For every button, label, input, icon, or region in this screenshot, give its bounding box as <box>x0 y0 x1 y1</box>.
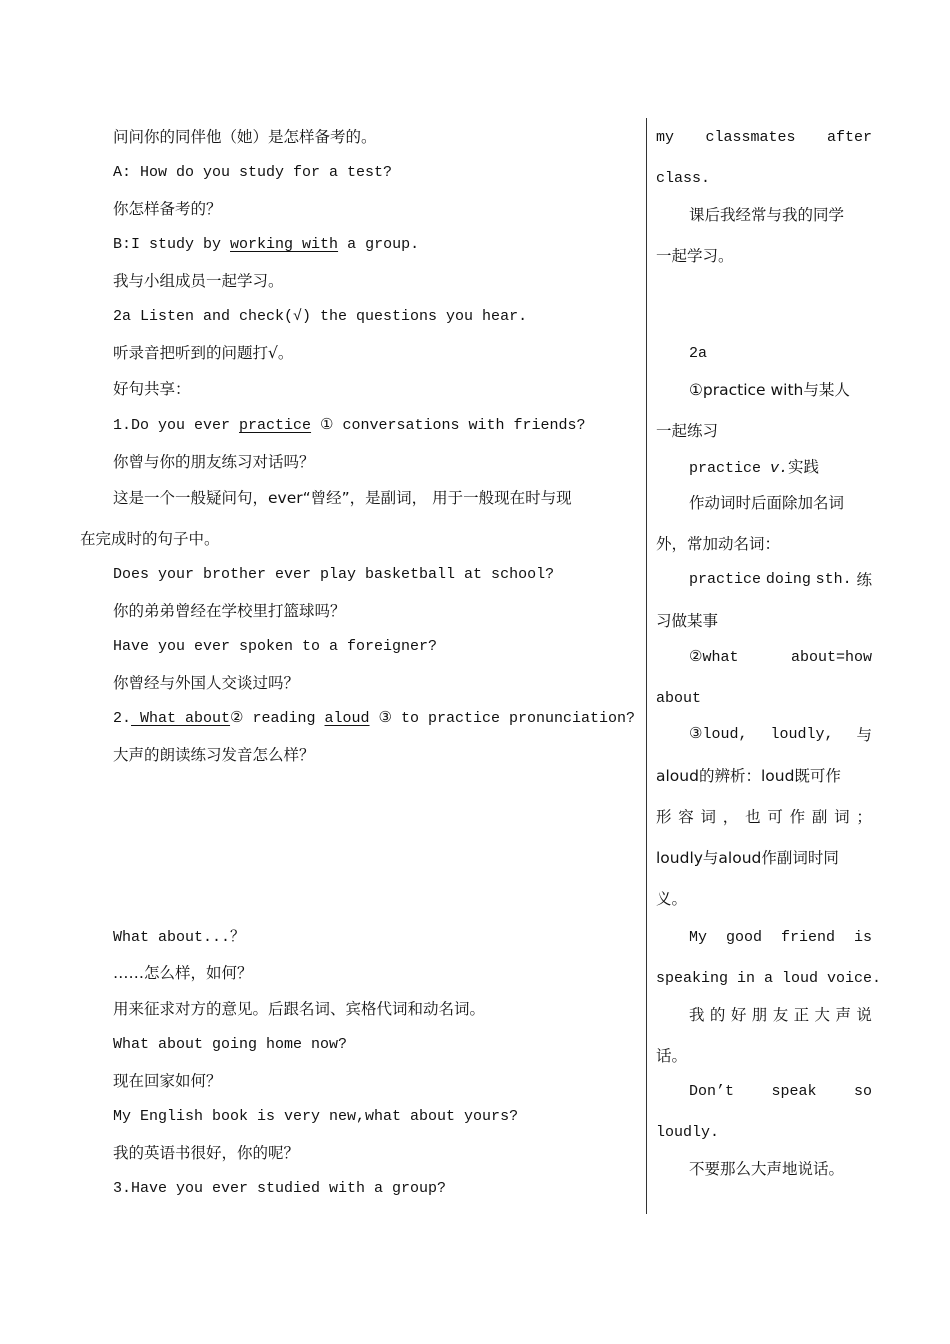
char: 声 <box>835 1006 851 1024</box>
word: practice <box>689 571 762 588</box>
word: my <box>656 129 675 146</box>
text-line <box>656 128 872 148</box>
text-segment: 1.Do you ever <box>113 417 240 434</box>
text-line: 习做某事 <box>656 612 719 630</box>
word: ③loud, <box>689 726 748 743</box>
underlined-phrase: aloud <box>324 710 370 727</box>
text-line: 3.Have you ever studied with a group? <box>113 1180 447 1197</box>
text-line: 在完成时的句子中。 <box>80 530 220 548</box>
text-line: loudly. <box>656 1124 720 1141</box>
text-line: My English book is very new,what about yours? <box>113 1108 519 1125</box>
section-heading: 2a <box>689 345 708 362</box>
text-line: What about...？ <box>113 929 246 946</box>
char: 容 <box>678 808 694 826</box>
char: 形 <box>656 808 672 826</box>
underlined-phrase: practice <box>239 417 312 434</box>
underlined-phrase: working with <box>230 236 339 253</box>
word: doing <box>765 571 811 588</box>
text-line: 义。 <box>656 890 688 908</box>
char: 的 <box>709 1006 726 1024</box>
text-line <box>689 648 872 668</box>
word: 与 <box>856 726 872 744</box>
char: ， <box>722 808 739 826</box>
text-segment: ② reading <box>230 710 325 727</box>
word: is <box>853 929 872 946</box>
text-line: A: How do you study for a test? <box>113 164 393 181</box>
text-line: ……怎么样，如何？ <box>113 964 253 982</box>
word: after <box>826 129 872 146</box>
text-line: 外，常加动名词： <box>656 535 781 553</box>
text-line: 作动词时后面除加名词 <box>689 494 845 512</box>
text-line: Does your brother ever play basketball at school? <box>113 566 555 583</box>
text-line: aloud的辨析：loud既可作 <box>656 767 841 785</box>
text-segment: B:I study by <box>113 236 231 253</box>
column-divider <box>646 118 647 1214</box>
text-line <box>656 807 872 827</box>
text-line <box>689 1082 872 1102</box>
text-line: 问问你的同伴他（她）是怎样备考的。 <box>113 128 377 146</box>
text-segment: practice <box>689 460 771 477</box>
text-line: Have you ever spoken to a foreigner? <box>113 638 438 655</box>
char: 说 <box>856 1006 872 1024</box>
text-line: 这是一个一般疑问句，ever“曾经”，是副词， 用于一般现在时与现 <box>113 489 572 507</box>
char: 作 <box>789 808 806 826</box>
word: loudly, <box>770 726 834 743</box>
word: classmates <box>705 129 796 146</box>
text-line: about <box>656 690 702 707</box>
text-line <box>113 416 586 436</box>
text-line: What about going home now? <box>113 1036 348 1053</box>
char: 可 <box>767 808 783 826</box>
word: so <box>853 1083 872 1100</box>
text-line <box>689 725 872 745</box>
char: 友 <box>772 1006 789 1024</box>
text-line <box>113 235 419 255</box>
word: Don’t <box>689 1083 735 1100</box>
text-line: class. <box>656 170 711 187</box>
word: 练 <box>856 571 872 589</box>
word: ②what <box>689 649 739 666</box>
word: about=how <box>790 649 872 666</box>
char: 正 <box>793 1006 810 1024</box>
text-line: 一起学习。 <box>656 247 734 265</box>
word: sth. <box>815 571 852 588</box>
part-of-speech: v. <box>770 460 789 477</box>
char: 朋 <box>751 1006 768 1024</box>
text-line: 你怎样备考的？ <box>113 200 222 218</box>
word: friend <box>780 929 835 946</box>
text-line: 课后我经常与我的同学 <box>689 206 845 224</box>
text-segment: ① conversations with friends? <box>311 417 586 434</box>
text-line <box>113 709 635 729</box>
text-line <box>689 928 872 948</box>
text-line: 你曾与你的朋友练习对话吗？ <box>113 453 315 471</box>
char: 词 <box>700 808 717 826</box>
text-line: ①practice with与某人 <box>689 381 850 399</box>
text-segment: ③ to practice pronunciation? <box>369 710 636 727</box>
char: 词 <box>834 808 850 826</box>
text-segment: 2. <box>113 710 132 727</box>
char: 也 <box>745 808 761 826</box>
char: 副 <box>811 808 828 826</box>
word: My <box>689 929 708 946</box>
text-line: 你曾经与外国人交谈过吗？ <box>113 674 300 692</box>
text-line <box>689 570 872 590</box>
text-line: 用来征求对方的意见。后跟名词、宾格代词和动名词。 <box>113 1000 486 1018</box>
char: 我 <box>689 1006 705 1024</box>
text-line: 话。 <box>656 1047 688 1065</box>
section-heading: 2a Listen and check(√) the questions you hear. <box>113 308 528 325</box>
text-line: 听录音把听到的问题打√。 <box>113 344 294 362</box>
text-segment: a group. <box>338 236 420 253</box>
text-line <box>689 457 819 479</box>
text-line: 现在回家如何？ <box>113 1072 222 1090</box>
char: 大 <box>814 1006 831 1024</box>
text-line: 我的英语书很好，你的呢？ <box>113 1144 300 1162</box>
text-segment: 实践 <box>788 458 820 476</box>
underlined-phrase: What about <box>131 710 231 727</box>
text-line: speaking in a loud voice. <box>656 970 882 987</box>
text-line: loudly与aloud作副词时同 <box>656 849 839 867</box>
text-line: 我与小组成员一起学习。 <box>113 272 284 290</box>
text-line <box>689 1005 872 1025</box>
text-line: 不要那么大声地说话。 <box>689 1160 845 1178</box>
text-line: 大声的朗读练习发音怎么样？ <box>113 746 315 764</box>
word: good <box>725 929 762 946</box>
char: ； <box>856 808 872 826</box>
word: speak <box>771 1083 817 1100</box>
char: 好 <box>730 1006 747 1024</box>
text-line: 好句共享： <box>113 380 191 398</box>
text-line: 你的弟弟曾经在学校里打篮球吗？ <box>113 602 346 620</box>
text-line: 一起练习 <box>656 422 719 440</box>
